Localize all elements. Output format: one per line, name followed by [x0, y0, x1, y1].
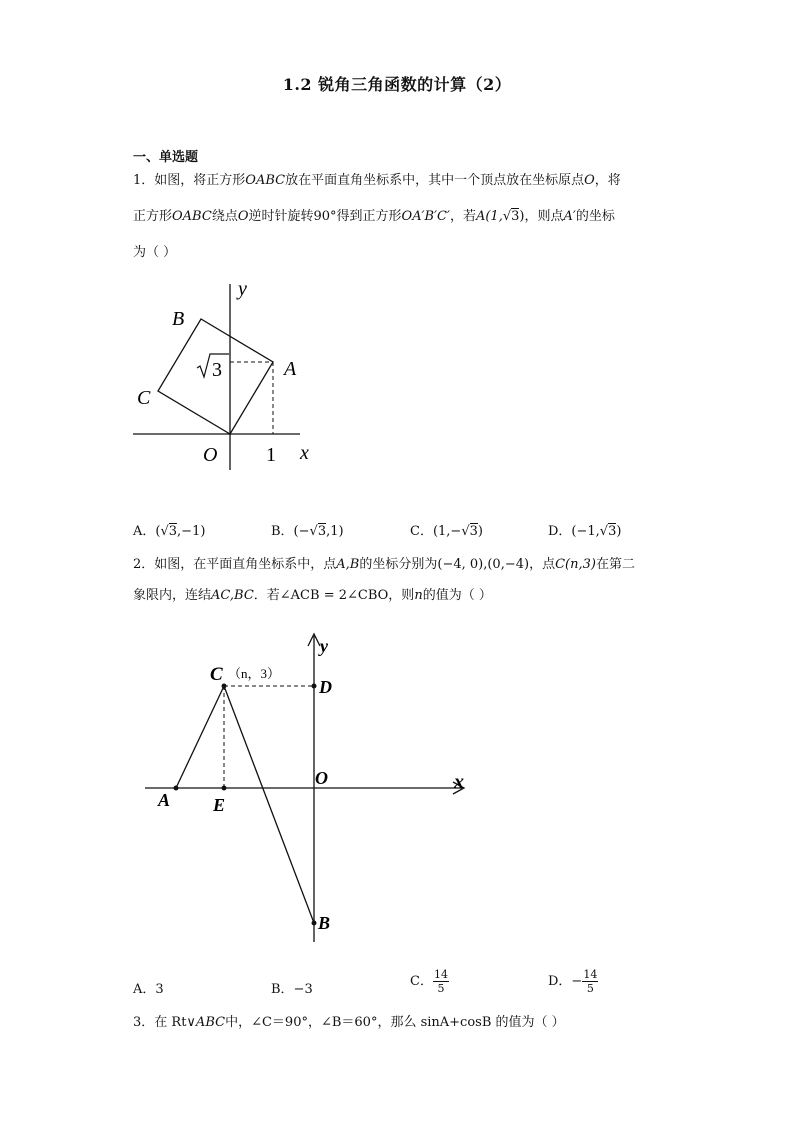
question-2-line-1: 2．如图，在平面直角坐标系中，点A,B的坐标分别为(−4, 0),(0,−4)，点C(n,3)在第二	[133, 557, 635, 572]
fig2-label-x: x	[454, 771, 464, 793]
question-3: 3．在 Rt∨ABC中，∠C＝90°，∠B＝60°，那么 sinA+cosB 的值为（ ）	[133, 1015, 565, 1030]
fig1-label-x: x	[300, 442, 309, 464]
fig1-label-sqrt3: 3	[212, 359, 222, 381]
q1-option-a[interactable]: A．(√3,−1)	[133, 524, 206, 539]
fig2-segment-ac	[176, 686, 224, 788]
fig1-label-a: A	[284, 358, 297, 380]
fig1-label-b: B	[172, 308, 185, 330]
q2-option-b[interactable]: B．−3	[271, 982, 313, 997]
fig2-point-a	[174, 786, 179, 791]
question-1-line-1: 1．如图，将正方形OABC放在平面直角坐标系中，其中一个顶点放在坐标原点O，将	[133, 173, 621, 188]
q1-option-d[interactable]: D．(−1,√3)	[548, 524, 622, 539]
section-heading: 一、单选题	[133, 150, 199, 165]
figure-1-square-diagram	[125, 275, 325, 475]
fig2-point-b	[312, 921, 317, 926]
q2-option-a[interactable]: A．3	[133, 982, 164, 997]
question-1-line-3: 为（ ）	[133, 245, 177, 260]
fig2-label-b: B	[318, 913, 331, 933]
fig2-label-y: y	[320, 636, 328, 656]
fig2-point-d	[312, 684, 317, 689]
q2-option-d[interactable]: D．− $\frac{14}{5}$	[548, 968, 598, 995]
figure-2-coordinate-diagram	[140, 630, 480, 950]
fig2-label-a: A	[158, 790, 171, 810]
question-2-line-2: 象限内，连结AC,BC．若∠ACB = 2∠CBO，则n的值为（ ）	[133, 588, 492, 603]
fig2-label-e: E	[213, 795, 226, 815]
q2-option-c[interactable]: C． $\frac{14}{5}$	[410, 968, 448, 995]
fig2-label-d: D	[319, 677, 332, 697]
fig2-point-e	[222, 786, 227, 791]
fig2-label-c: C	[210, 664, 223, 685]
q1-option-c[interactable]: C．(1,−√3)	[410, 524, 483, 539]
page-title: 1.2 锐角三角函数的计算（2）	[282, 75, 512, 94]
fig2-label-cnote: （n，3）	[228, 666, 281, 681]
fig2-segment-cb	[224, 686, 314, 923]
fig2-label-o: O	[315, 768, 328, 788]
fig1-label-one: 1	[266, 444, 276, 466]
q1-option-b[interactable]: B．(−√3,1)	[271, 524, 344, 539]
question-1-line-2: 正方形OABC绕点O逆时针旋转90°得到正方形OA′B′C′，若A(1,√3)，则点A′的坐标	[133, 209, 615, 224]
fig1-label-o: O	[203, 444, 218, 466]
fig1-label-c: C	[137, 387, 151, 409]
fig1-label-y: y	[238, 278, 247, 300]
